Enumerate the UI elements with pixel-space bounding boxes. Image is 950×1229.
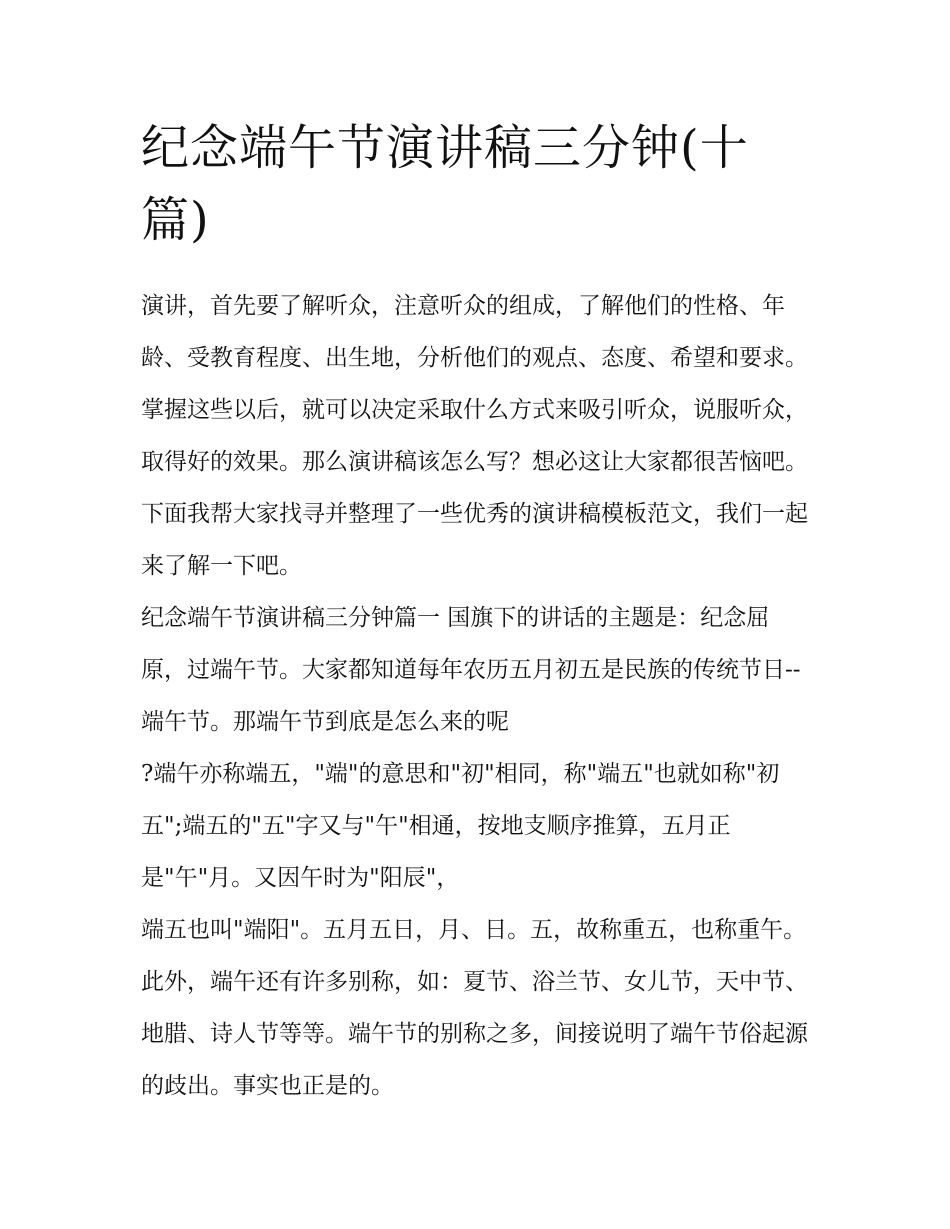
paragraph-duanwu-origin: ?端午亦称端五，"端"的意思和"初"相同，称"端五"也就如称"初五";端五的"五"字又与"午"相通，按地支顺序推算，五月正是"午"月。又因午时为"阳辰"，	[141, 761, 780, 891]
document-page	[141, 112, 813, 1112]
paragraph-speech-one: 纪念端午节演讲稿三分钟篇一 国旗下的讲话的主题是：纪念屈原，过端午节。大家都知道每年农历五月初五是民族的传统节日--端午节。那端午节到底是怎么来的呢	[141, 605, 801, 735]
document-title: 纪念端午节演讲稿三分钟(十篇)	[141, 120, 749, 248]
document-body	[141, 280, 813, 1112]
paragraph-duanwu-names: 端五也叫"端阳"。五月五日，月、日。五，故称重五，也称重午。此外，端午还有许多别称，如：夏节、浴兰节、女儿节，天中节、地腊、诗人节等等。端午节的别称之多，间接说明了端午节俗起源的歧出。事实也正是的。	[141, 917, 808, 1099]
paragraph-intro: 演讲，首先要了解听众，注意听众的组成，了解他们的性格、年龄、受教育程度、出生地，分析他们的观点、态度、希望和要求。掌握这些以后，就可以决定采取什么方式来吸引听众，说服听众，取得好的效果。那么演讲稿该怎么写？想必这让大家都很苦恼吧。下面我帮大家找寻并整理了一些优秀的演讲稿模板范文，我们一起来了解一下吧。	[141, 293, 808, 579]
